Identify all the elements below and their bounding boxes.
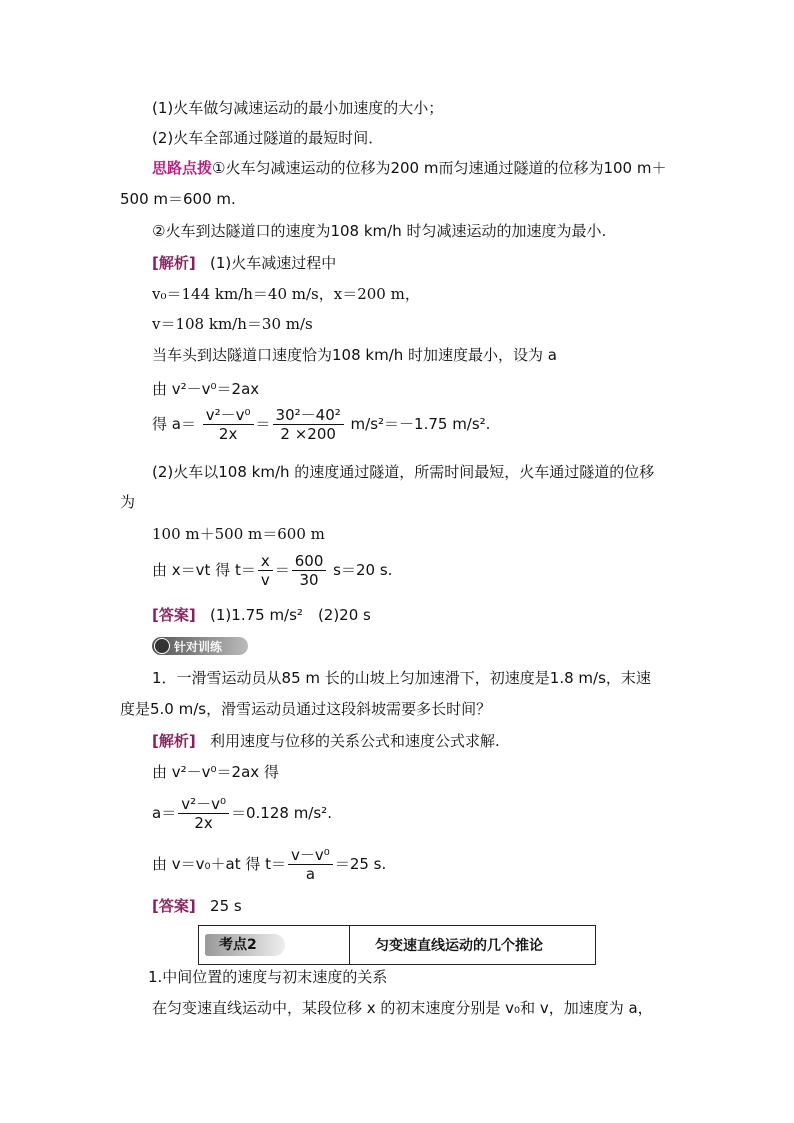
- training-analysis-text: 利用速度与位移的关系公式和速度公式求解.: [210, 732, 500, 750]
- target-icon: [154, 638, 170, 654]
- formula-prefix: a＝: [152, 804, 177, 822]
- part2-line-1: (2)火车以108 km/h 的速度通过隧道，所需时间最短，火车通过隧道的位移: [152, 463, 655, 481]
- fraction-symbolic: [288, 846, 333, 883]
- training-formula-2: [152, 846, 386, 883]
- training-analysis: [152, 731, 500, 751]
- knowledge-point-label: 考点2: [205, 934, 285, 956]
- fraction-numerator: v²－v⁰: [203, 406, 254, 425]
- training-label: 针对训练: [174, 640, 223, 654]
- part2-line-1-cont: 为: [120, 493, 136, 511]
- analysis-step-3: 当车头到达隧道口速度恰为108 km/h 时加速度最小，设为 a: [152, 346, 557, 364]
- hint-text-1: ①火车匀减速运动的位移为200 m而匀速通过隧道的位移为100 m＋: [212, 159, 667, 177]
- fraction-numeric: [292, 552, 327, 589]
- formula-result: s＝20 s.: [333, 561, 393, 579]
- question-2: (2)火车全部通过隧道的最短时间．: [152, 129, 384, 147]
- knowledge-point-label-cell: [199, 926, 350, 964]
- part2-formula: 由 x＝vt 得 t＝ $\frac{x}{v}$ ＝ $\frac{600}{30}$ s＝20 s.: [152, 552, 393, 589]
- analysis-step-1: v₀＝144 km/h＝40 m/s，x＝200 m，: [152, 285, 420, 303]
- knowledge-point-box: [198, 925, 596, 965]
- formula-result: ＝0.128 m/s².: [230, 804, 332, 822]
- fraction-numerator: v²－v⁰: [178, 795, 229, 814]
- training-formula-1: [152, 795, 332, 832]
- analysis-step-0: (1)火车减速过程中: [210, 254, 337, 272]
- fraction-denominator: 2 ×200: [280, 425, 336, 443]
- fraction-denominator: 2x: [218, 425, 238, 443]
- fraction-numerator: 600: [292, 552, 327, 571]
- section-1-text: 在匀变速直线运动中，某段位移 x 的初末速度分别是 v₀和 v，加速度为 a，: [152, 999, 653, 1017]
- analysis-label: [解析]: [152, 732, 196, 750]
- hint-line-1-cont: 500 m＝600 m.: [120, 190, 236, 208]
- training-step-1: 由 v²－v⁰＝2ax 得: [152, 763, 279, 781]
- analysis-step-2: v＝108 km/h＝30 m/s: [152, 315, 313, 333]
- fraction-symbolic: [258, 552, 273, 589]
- answer-2: [152, 896, 242, 916]
- formula-result: ＝25 s.: [334, 855, 387, 873]
- formula-prefix: 由 v＝v₀＋at 得 t＝: [152, 855, 287, 873]
- analysis-formula: 得 a＝ $\frac{\text{v²－v⁰}}{2x}$ ＝ $\frac{\text{30²－40²}}{2 \times 200}$ m/s²＝－1.75 m/s².: [152, 406, 491, 443]
- section-1-title: 1.中间位置的速度与初末速度的关系: [148, 968, 388, 986]
- fraction-denominator: 30: [299, 571, 319, 589]
- fraction-denominator: 2x: [194, 814, 213, 832]
- training-question-1-cont: 度是5.0 m/s，滑雪运动员通过这段斜坡需要多长时间？: [120, 700, 492, 718]
- analysis-heading: [152, 253, 336, 273]
- fraction-symbolic: [178, 795, 229, 832]
- fraction-numerator: v－v⁰: [288, 846, 333, 865]
- fraction-denominator: v: [260, 571, 270, 589]
- hint-line-2: ②火车到达隧道口的速度为108 km/h 时匀减速运动的加速度为最小.: [152, 222, 607, 240]
- knowledge-point-title: 匀变速直线运动的几个推论: [375, 938, 543, 954]
- answer-label: [答案]: [152, 897, 196, 915]
- formula-result: m/s²＝－1.75 m/s².: [350, 415, 491, 433]
- fraction-numeric: [273, 406, 344, 443]
- analysis-label: [解析]: [152, 254, 196, 272]
- training-question-1: 1．一滑雪运动员从85 m 长的山坡上匀加速滑下，初速度是1.8 m/s，末速: [152, 669, 651, 687]
- part2-line-2: 100 m＋500 m＝600 m: [152, 525, 325, 543]
- hint-line-1: [152, 158, 667, 178]
- fraction-denominator: a: [305, 865, 316, 883]
- answer-text: 25 s: [210, 897, 242, 915]
- question-1: (1)火车做匀减速运动的最小加速度的大小；: [152, 99, 444, 117]
- training-badge: [152, 637, 248, 655]
- fraction-numerator: 30²－40²: [273, 406, 344, 425]
- hint-label: 思路点拨: [152, 159, 213, 177]
- answer-1: [152, 605, 371, 625]
- fraction-symbolic: [203, 406, 254, 443]
- answer-label: [答案]: [152, 606, 196, 624]
- answer-text: (1)1.75 m/s² (2)20 s: [210, 606, 371, 624]
- analysis-step-4: 由 v²－v⁰＝2ax: [152, 380, 260, 398]
- fraction-numerator: x: [258, 552, 273, 571]
- formula-prefix: 由 x＝vt 得 t＝: [152, 561, 256, 579]
- formula-prefix: 得 a＝: [152, 415, 196, 433]
